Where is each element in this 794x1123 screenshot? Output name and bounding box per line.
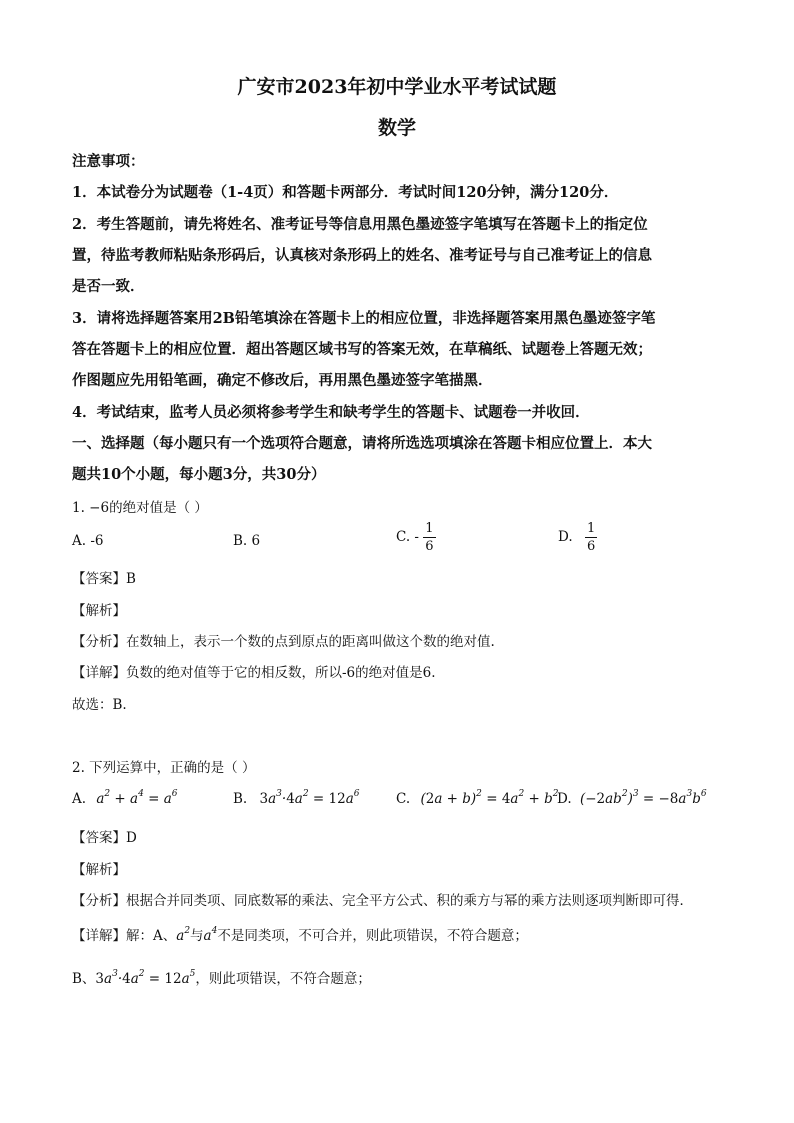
q2-line-b-formula: $3a^3\cdot 4a^2 = 12a^5$: [95, 969, 196, 987]
q1-choose: 故选：B.: [72, 697, 127, 713]
q2-fenxi: 【分析】根据合并同类项、同底数幂的乘法、完全平方公式、积的乘方与幂的乘方法则逐项判断即可得．: [72, 893, 693, 909]
q1-option-b: B. 6: [233, 533, 261, 549]
q2-option-b: [233, 791, 359, 807]
q1-option-d-fraction: [585, 520, 597, 555]
q2-detail-prefix: 【详解】解：A、: [72, 928, 177, 944]
q2-detail-line-b: [72, 967, 371, 987]
q2-option-a-formula: $a^2 + a^4 = a^6$: [96, 789, 178, 807]
q2-line-b-prefix: B、: [72, 971, 96, 987]
q1-detail: 【详解】负数的绝对值等于它的相反数，所以-6的绝对值是6.: [72, 665, 436, 681]
notice-item-2-line-2: 置，待监考教师粘贴条形码后，认真核对条形码上的姓名、准考证号与自己准考证上的信息: [72, 247, 652, 264]
section-heading-line-1: 一、选择题（每小题只有一个选项符合题意，请将所选选项填涂在答题卡相应位置上．本大: [72, 435, 652, 452]
notice-item-2-line-3: 是否一致．: [72, 278, 145, 295]
subject-title: 数学: [377, 117, 416, 139]
q1-option-c: [396, 520, 436, 555]
q2-option-c: [396, 791, 558, 807]
q1-analysis-label: 【解析】: [72, 603, 126, 619]
q1-option-d: [558, 520, 597, 555]
q2-stem: 2. 下列运算中，正确的是（ ）: [72, 760, 256, 776]
q1-option-c-label: C. -: [396, 529, 419, 545]
notice-item-3-line-3: 作图题应先用铅笔画，确定不修改后，再用黑色墨迹签字笔描黑．: [72, 372, 493, 389]
q2-option-d-formula: $(-2ab^2)^3 = -8a^3b^6$: [579, 789, 707, 807]
q2-option-c-formula: $(2a + b)^2 = 4a^2 + b^2$: [420, 789, 559, 807]
fraction-numerator: 1: [586, 521, 596, 536]
notice-item-2-line-1: 2．考生答题前，请先将姓名、准考证号等信息用黑色墨迹签字笔填写在答题卡上的指定位: [72, 216, 648, 233]
q1-option-c-fraction: [423, 520, 435, 555]
q2-detail-mid: 与: [190, 928, 204, 944]
q2-detail-line-a: [72, 924, 528, 944]
page-title: 广安市2023年初中学业水平考试试题: [237, 76, 557, 98]
q2-answer: 【答案】D: [72, 830, 137, 846]
notice-item-3-line-2: 答在答题卡上的相应位置．超出答题区域书写的答案无效，在草稿纸、试题卷上答题无效；: [72, 341, 652, 358]
q1-option-d-label: D.: [558, 529, 573, 545]
notice-item-4: 4．考试结束，监考人员必须将参考学生和缺考学生的答题卡、试题卷一并收回．: [72, 404, 590, 421]
q2-option-a: [72, 791, 178, 807]
section-heading-line-2: 题共10个小题，每小题3分，共30分）: [72, 466, 326, 483]
q1-option-a: A. -6: [72, 533, 104, 549]
fraction-denominator: 6: [425, 539, 434, 554]
q2-detail-term-2: $a^4$: [203, 926, 218, 944]
q2-analysis-label: 【解析】: [72, 862, 126, 878]
notice-item-3-line-1: 3．请将选择题答案用2B铅笔填涂在答题卡上的相应位置，非选择题答案用黑色墨迹签字笔: [72, 310, 656, 327]
q2-option-c-label: C.: [396, 791, 411, 807]
q2-option-b-label: B.: [233, 791, 248, 807]
fraction-denominator: 6: [586, 539, 596, 554]
q2-option-a-label: A.: [72, 791, 87, 807]
notice-item-1: 1．本试卷分为试题卷（1-4页）和答题卡两部分．考试时间120分钟，满分120分．: [72, 184, 619, 201]
fraction-numerator: 1: [425, 521, 434, 536]
notice-heading: 注意事项：: [72, 153, 145, 170]
q1-fenxi: 【分析】在数轴上，表示一个数的点到原点的距离叫做这个数的绝对值.: [72, 634, 495, 650]
q2-option-d: [557, 791, 707, 807]
q2-detail-term-1: $a^2$: [176, 926, 191, 944]
q2-line-b-suffix: ，则此项错误，不符合题意；: [195, 971, 371, 987]
q2-detail-suffix: 不是同类项，不可合并，则此项错误，不符合题意；: [217, 928, 528, 944]
q2-option-d-label: D.: [557, 791, 572, 807]
q1-answer: 【答案】B: [72, 571, 136, 587]
q2-option-b-formula: $3a^3\cdot 4a^2 = 12a^6$: [259, 789, 360, 807]
q1-stem: 1. −6的绝对值是（ ）: [72, 500, 208, 516]
